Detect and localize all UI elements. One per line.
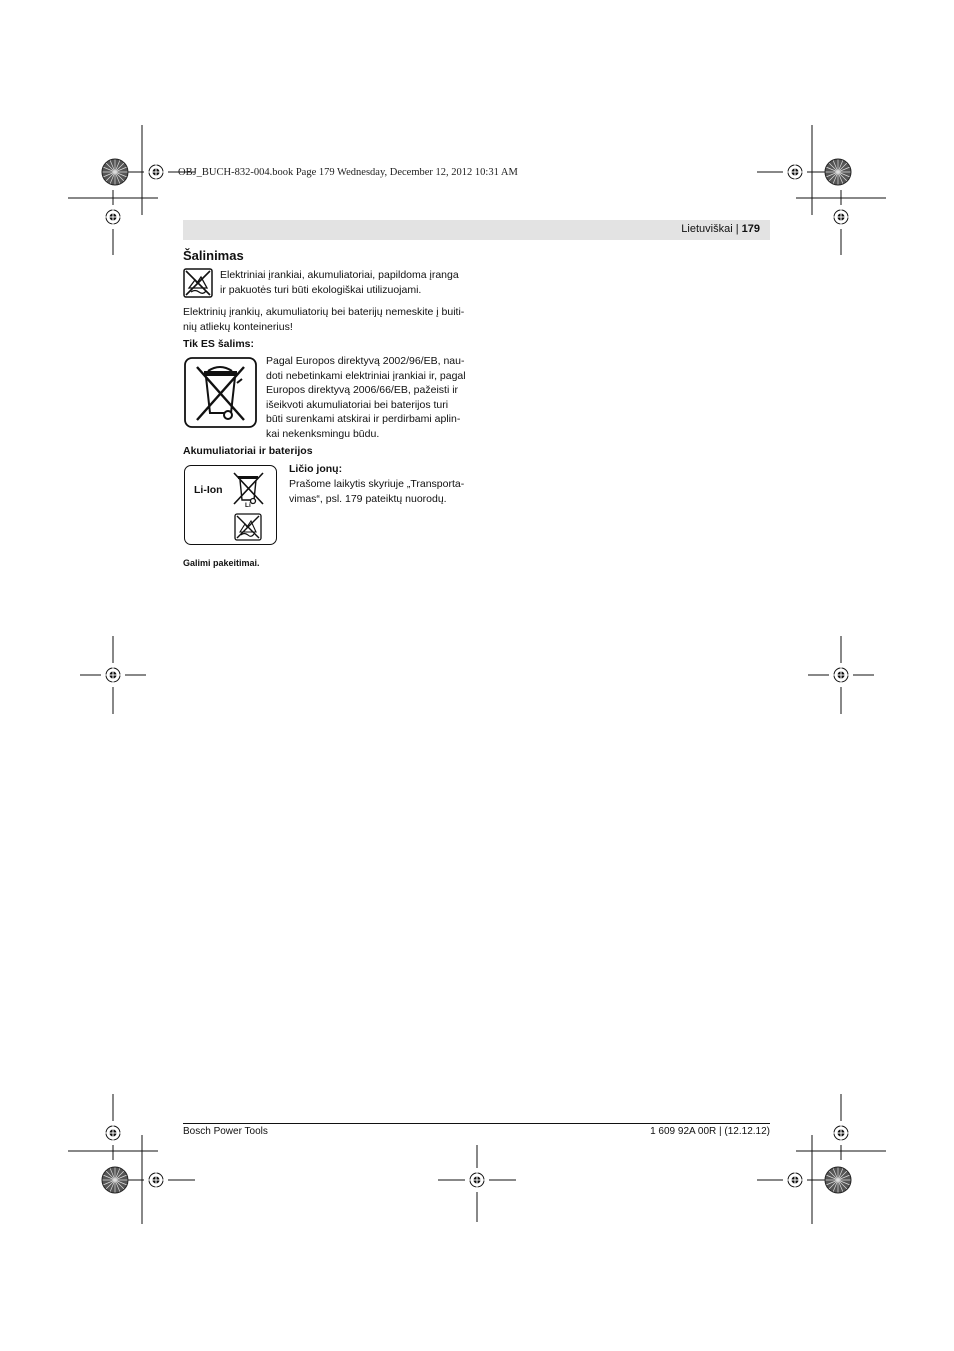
footer-doc-number: 1 609 92A 00R | (12.12.12) — [650, 1126, 770, 1137]
liion-icon-box — [184, 465, 277, 545]
warning-text — [183, 305, 464, 334]
liion-icon-label: Li-Ion — [194, 484, 223, 496]
text-line: vimas“, psl. 179 pateiktų nuorodų. — [289, 492, 447, 505]
page-header-bar — [183, 220, 770, 240]
intro-text — [220, 268, 459, 297]
page-header — [681, 223, 760, 235]
eu-directive-text — [266, 354, 466, 441]
header-language: Lietuviškai — [681, 223, 733, 235]
text-line: nių atliekų konteinerius! — [183, 320, 293, 333]
battery-heading: Akumuliatoriai ir baterijos — [183, 445, 313, 457]
liion-heading: Ličio jonų: — [289, 463, 343, 475]
eu-heading: Tik ES šalims: — [183, 338, 255, 350]
page-number: 179 — [741, 223, 760, 235]
liion-text — [289, 477, 464, 506]
text-line: išeikvoti akumuliatoriai bei baterijos turi — [266, 398, 449, 411]
text-line: Europos direktyvą 2006/66/EB, pažeisti ir — [266, 384, 459, 396]
header-separator: | — [735, 223, 739, 235]
print-slug-line: OBJ_BUCH-832-004.book Page 179 Wednesday, December 12, 2012 10:31 AM — [178, 167, 518, 178]
text-line: kai nekenksmingu būdu. — [266, 427, 380, 440]
text-line: Elektriniai įrankiai, akumuliatoriai, papildoma įranga — [220, 269, 459, 281]
section-title: Šalinimas — [183, 248, 244, 263]
text-line: Elektrinių įrankių, akumuliatorių bei baterijų nemeskite į buiti- — [183, 306, 465, 318]
crossed-bin-icon — [184, 357, 257, 428]
recycle-dispose-icon — [183, 268, 213, 298]
text-line: doti nebetinkami elektriniai įrankiai ir, pagal — [266, 369, 466, 382]
liion-bin-label: Li — [245, 502, 251, 509]
changes-note: Galimi pakeitimai. — [183, 558, 260, 568]
footer-brand: Bosch Power Tools — [183, 1126, 268, 1137]
footer-rule — [183, 1123, 770, 1124]
text-line: ir pakuotės turi būti ekologiškai utilizuojami. — [220, 283, 422, 296]
text-line: Prašome laikytis skyriuje „Transporta- — [289, 478, 465, 490]
text-line: būti surenkami atskirai ir perdirbami aplin- — [266, 413, 461, 425]
recycle-dispose-icon — [234, 513, 262, 541]
text-line: Pagal Europos direktyvą 2002/96/EB, nau- — [266, 355, 465, 367]
